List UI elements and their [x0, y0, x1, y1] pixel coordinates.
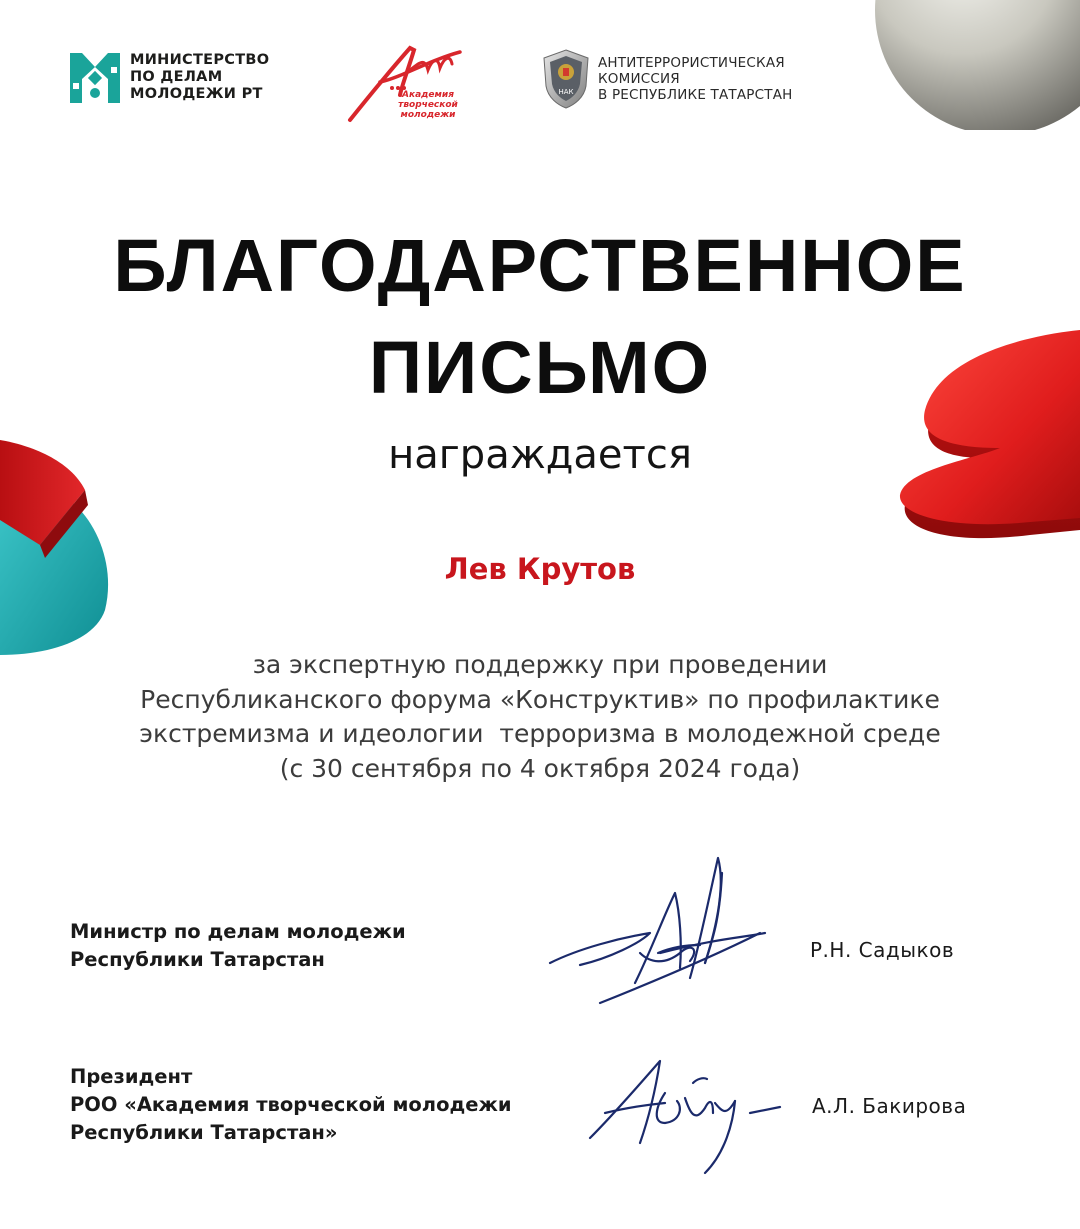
letter-title-line: ПИСЬМО [368, 326, 712, 409]
academy-logo-line: Академия [402, 90, 454, 100]
signatory-position-line: Президент [70, 1065, 193, 1088]
signatory-position-line: Министр по делам молодежи [70, 920, 406, 943]
signatory-name: Р.Н. Садыков [810, 938, 955, 962]
award-reason [40, 648, 1040, 786]
nak-badge-text: НАК [558, 88, 574, 96]
recipient-name: Лев Крутов [444, 552, 636, 586]
award-reason-line: экстремизма и идеологии терроризма в молодежной среде [139, 719, 941, 748]
signatory-name: А.Л. Бакирова [812, 1094, 967, 1118]
handwritten-signature [540, 853, 770, 1023]
letter-title [0, 215, 1080, 419]
award-reason-line: Республиканского форума «Конструктив» по профилактике [140, 684, 940, 714]
signature-block [70, 1063, 1010, 1163]
signatory-position-line: Республики Татарстан [70, 948, 325, 971]
academy-logo [340, 40, 480, 128]
signatory-position-line: Республики Татарстан» [70, 1121, 338, 1144]
ministry-logo-line: ПО ДЕЛАМ [130, 69, 223, 85]
letter-title-line: БЛАГОДАРСТВЕННОЕ [113, 224, 967, 307]
ministry-logo [70, 52, 269, 103]
nak-logo-line: КОМИССИЯ [598, 71, 680, 87]
award-reason-line: за экспертную поддержку при проведении [252, 650, 828, 679]
ministry-logo-line: МИНИСТЕРСТВО [130, 52, 270, 68]
ministry-m-icon [70, 53, 120, 103]
silver-sphere-decoration [850, 0, 1080, 130]
signature-block [70, 918, 1010, 1028]
nak-logo-line: АНТИТЕРРОРИСТИЧЕСКАЯ [598, 55, 785, 71]
academy-logo-line: творческой молодежи [398, 100, 458, 120]
logo-bar [70, 40, 830, 130]
ministry-logo-line: МОЛОДЕЖИ РТ [130, 86, 263, 102]
awarded-label: награждается [388, 432, 692, 478]
handwritten-signature [585, 1053, 795, 1183]
signatory-position-line: РОО «Академия творческой молодежи [70, 1093, 512, 1116]
award-reason-line: (с 30 сентября по 4 октября 2024 года) [279, 753, 801, 783]
nak-shield-icon [542, 48, 590, 110]
nak-logo-line: В РЕСПУБЛИКЕ ТАТАРСТАН [598, 87, 793, 103]
nak-logo [542, 48, 793, 110]
